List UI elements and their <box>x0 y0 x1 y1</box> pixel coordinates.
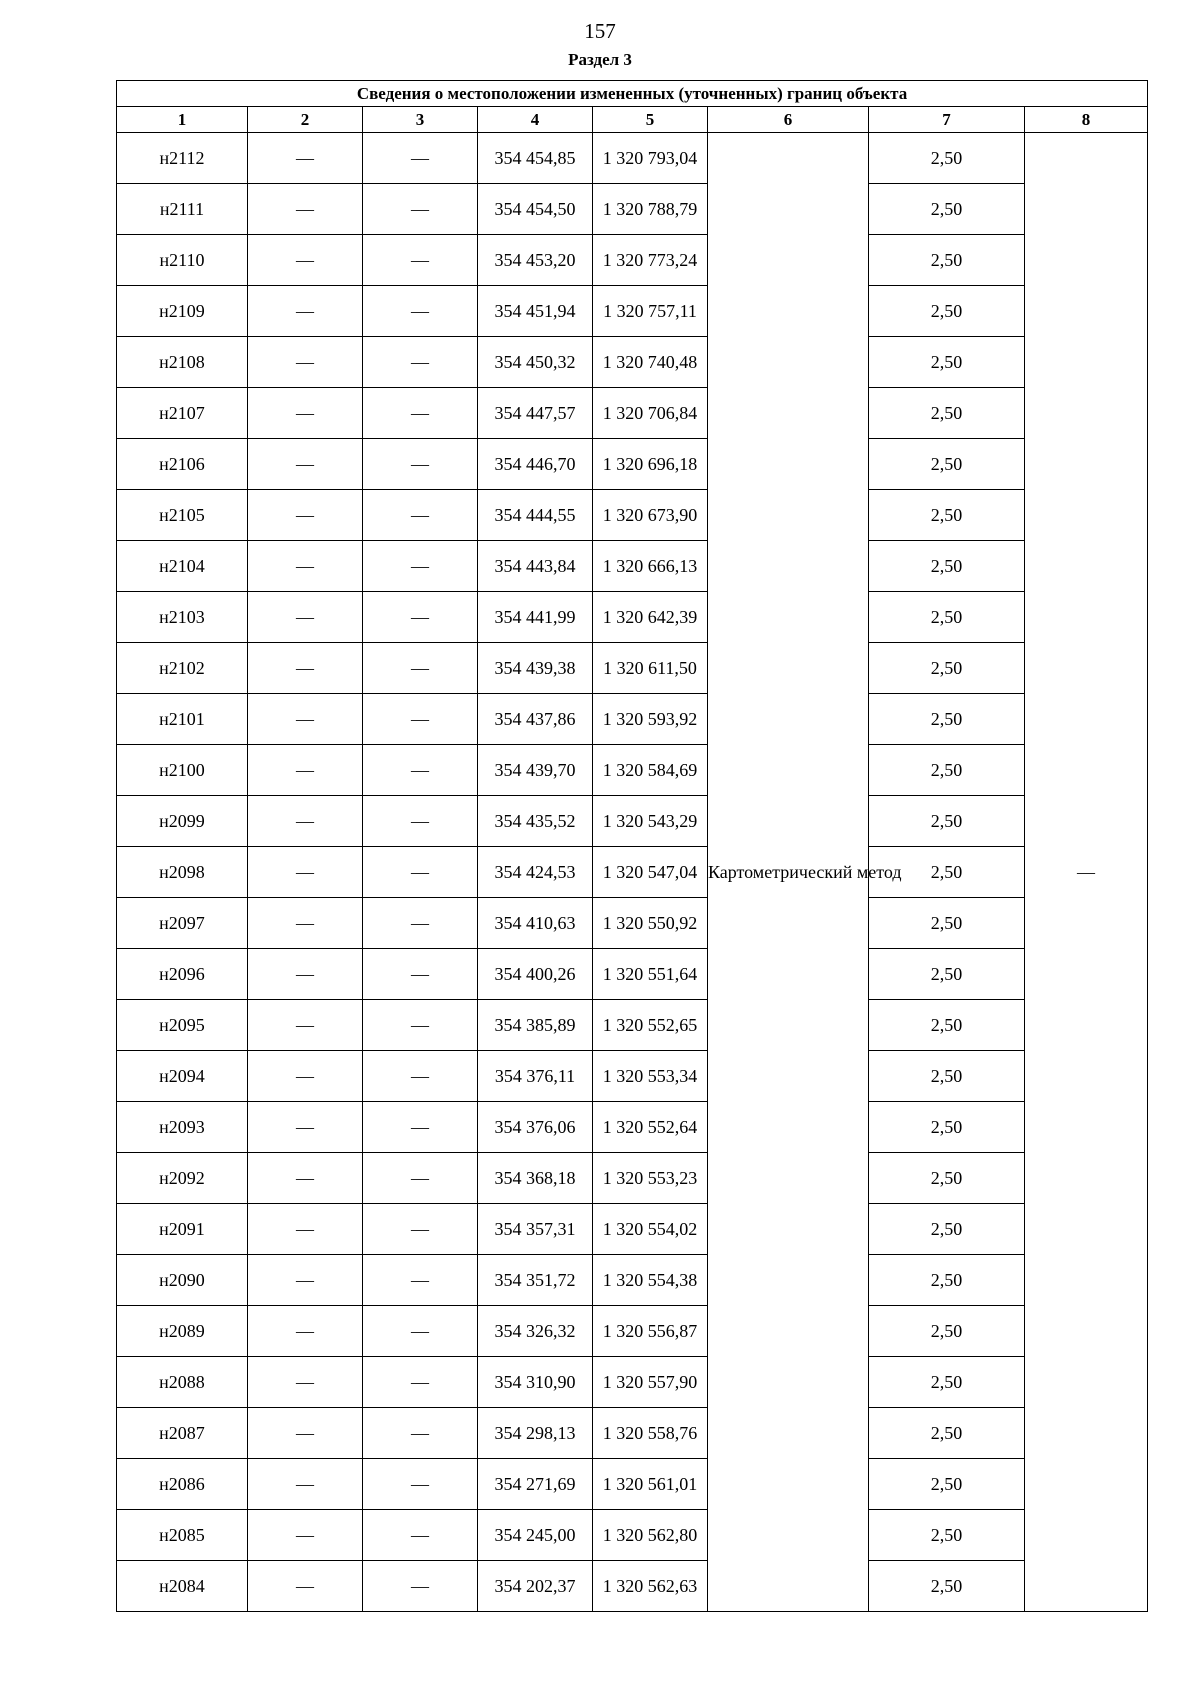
column-3-cell: — <box>363 1204 478 1255</box>
x-coordinate-cell: 354 202,37 <box>478 1561 593 1612</box>
point-number-cell: н2106 <box>117 439 248 490</box>
x-coordinate-cell: 354 453,20 <box>478 235 593 286</box>
table-row <box>117 796 1148 847</box>
point-number-cell: н2096 <box>117 949 248 1000</box>
y-coordinate-cell: 1 320 666,13 <box>593 541 708 592</box>
accuracy-cell: 2,50 <box>869 235 1025 286</box>
accuracy-cell: 2,50 <box>869 133 1025 184</box>
point-number-cell: н2102 <box>117 643 248 694</box>
y-coordinate-cell: 1 320 706,84 <box>593 388 708 439</box>
table-row <box>117 745 1148 796</box>
y-coordinate-cell: 1 320 584,69 <box>593 745 708 796</box>
column-3-cell: — <box>363 643 478 694</box>
page-number: 157 <box>584 19 616 43</box>
table-row <box>117 1459 1148 1510</box>
y-coordinate-cell: 1 320 562,80 <box>593 1510 708 1561</box>
y-coordinate-cell: 1 320 550,92 <box>593 898 708 949</box>
column-2-cell: — <box>248 439 363 490</box>
table-row <box>117 1204 1148 1255</box>
point-number-cell: н2107 <box>117 388 248 439</box>
table-row <box>117 898 1148 949</box>
column-3-cell: — <box>363 1255 478 1306</box>
column-3-cell: — <box>363 1408 478 1459</box>
accuracy-cell: 2,50 <box>869 1408 1025 1459</box>
table-body <box>117 133 1148 1612</box>
y-coordinate-cell: 1 320 553,34 <box>593 1051 708 1102</box>
accuracy-cell: 2,50 <box>869 1459 1025 1510</box>
x-coordinate-cell: 354 357,31 <box>478 1204 593 1255</box>
section-title: Раздел 3 <box>568 50 632 69</box>
y-coordinate-cell: 1 320 740,48 <box>593 337 708 388</box>
accuracy-cell: 2,50 <box>869 898 1025 949</box>
column-number-1: 1 <box>117 107 248 133</box>
accuracy-cell: 2,50 <box>869 694 1025 745</box>
column-2-cell: — <box>248 541 363 592</box>
x-coordinate-cell: 354 310,90 <box>478 1357 593 1408</box>
accuracy-cell: 2,50 <box>869 286 1025 337</box>
column-2-cell: — <box>248 1459 363 1510</box>
x-coordinate-cell: 354 271,69 <box>478 1459 593 1510</box>
column-2-cell: — <box>248 1153 363 1204</box>
table-row <box>117 235 1148 286</box>
column-3-cell: — <box>363 592 478 643</box>
x-coordinate-cell: 354 298,13 <box>478 1408 593 1459</box>
y-coordinate-cell: 1 320 773,24 <box>593 235 708 286</box>
x-coordinate-cell: 354 451,94 <box>478 286 593 337</box>
accuracy-cell: 2,50 <box>869 1510 1025 1561</box>
point-number-cell: н2086 <box>117 1459 248 1510</box>
column-number-5: 5 <box>593 107 708 133</box>
column-number-6: 6 <box>708 107 869 133</box>
x-coordinate-cell: 354 439,38 <box>478 643 593 694</box>
x-coordinate-cell: 354 454,85 <box>478 133 593 184</box>
accuracy-cell: 2,50 <box>869 1357 1025 1408</box>
column-3-cell: — <box>363 1561 478 1612</box>
column-3-cell: — <box>363 388 478 439</box>
table-row <box>117 592 1148 643</box>
column-2-cell: — <box>248 694 363 745</box>
accuracy-cell: 2,50 <box>869 847 1025 898</box>
y-coordinate-cell: 1 320 793,04 <box>593 133 708 184</box>
accuracy-cell: 2,50 <box>869 337 1025 388</box>
column-2-cell: — <box>248 490 363 541</box>
point-number-cell: н2097 <box>117 898 248 949</box>
x-coordinate-cell: 354 435,52 <box>478 796 593 847</box>
point-number-cell: н2088 <box>117 1357 248 1408</box>
accuracy-cell: 2,50 <box>869 1153 1025 1204</box>
column-number-8: 8 <box>1025 107 1148 133</box>
column-2-cell: — <box>248 1357 363 1408</box>
point-number-cell: н2100 <box>117 745 248 796</box>
x-coordinate-cell: 354 447,57 <box>478 388 593 439</box>
y-coordinate-cell: 1 320 556,87 <box>593 1306 708 1357</box>
x-coordinate-cell: 354 351,72 <box>478 1255 593 1306</box>
point-number-cell: н2104 <box>117 541 248 592</box>
y-coordinate-cell: 1 320 553,23 <box>593 1153 708 1204</box>
column-3-cell: — <box>363 439 478 490</box>
point-number-cell: н2098 <box>117 847 248 898</box>
point-number-cell: н2108 <box>117 337 248 388</box>
table-row <box>117 1102 1148 1153</box>
point-number-cell: н2091 <box>117 1204 248 1255</box>
column-3-cell: — <box>363 745 478 796</box>
column-2-cell: — <box>248 898 363 949</box>
y-coordinate-cell: 1 320 543,29 <box>593 796 708 847</box>
column-3-cell: — <box>363 1459 478 1510</box>
x-coordinate-cell: 354 326,32 <box>478 1306 593 1357</box>
column-3-cell: — <box>363 1000 478 1051</box>
column-3-cell: — <box>363 235 478 286</box>
column-3-cell: — <box>363 1357 478 1408</box>
point-number-cell: н2094 <box>117 1051 248 1102</box>
point-number-cell: н2101 <box>117 694 248 745</box>
column-3-cell: — <box>363 694 478 745</box>
column-3-cell: — <box>363 184 478 235</box>
column-2-cell: — <box>248 592 363 643</box>
column-2-cell: — <box>248 1510 363 1561</box>
column-3-cell: — <box>363 1051 478 1102</box>
accuracy-cell: 2,50 <box>869 184 1025 235</box>
x-coordinate-cell: 354 441,99 <box>478 592 593 643</box>
column-2-cell: — <box>248 1561 363 1612</box>
point-number-cell: н2099 <box>117 796 248 847</box>
accuracy-cell: 2,50 <box>869 1102 1025 1153</box>
point-number-cell: н2090 <box>117 1255 248 1306</box>
point-number-cell: н2103 <box>117 592 248 643</box>
table-row <box>117 388 1148 439</box>
table-caption: Сведения о местоположении измененных (уточненных) границ объекта <box>117 81 1148 107</box>
y-coordinate-cell: 1 320 552,65 <box>593 1000 708 1051</box>
column-3-cell: — <box>363 847 478 898</box>
x-coordinate-cell: 354 385,89 <box>478 1000 593 1051</box>
column-2-cell: — <box>248 1204 363 1255</box>
y-coordinate-cell: 1 320 611,50 <box>593 643 708 694</box>
y-coordinate-cell: 1 320 554,38 <box>593 1255 708 1306</box>
y-coordinate-cell: 1 320 757,11 <box>593 286 708 337</box>
accuracy-cell: 2,50 <box>869 541 1025 592</box>
column-number-7: 7 <box>869 107 1025 133</box>
point-number-cell: н2087 <box>117 1408 248 1459</box>
x-coordinate-cell: 354 446,70 <box>478 439 593 490</box>
table-row <box>117 1306 1148 1357</box>
table-row <box>117 1051 1148 1102</box>
column-2-cell: — <box>248 796 363 847</box>
accuracy-cell: 2,50 <box>869 1204 1025 1255</box>
point-number-cell: н2105 <box>117 490 248 541</box>
column-2-cell: — <box>248 133 363 184</box>
column-2-cell: — <box>248 286 363 337</box>
table-row <box>117 1510 1148 1561</box>
column-3-cell: — <box>363 1153 478 1204</box>
column-3-cell: — <box>363 1510 478 1561</box>
column-2-cell: — <box>248 1408 363 1459</box>
table-row <box>117 1153 1148 1204</box>
y-coordinate-cell: 1 320 558,76 <box>593 1408 708 1459</box>
point-number-cell: н2092 <box>117 1153 248 1204</box>
table-row <box>117 643 1148 694</box>
point-number-cell: н2084 <box>117 1561 248 1612</box>
column-3-cell: — <box>363 898 478 949</box>
x-coordinate-cell: 354 424,53 <box>478 847 593 898</box>
point-number-cell: н2111 <box>117 184 248 235</box>
point-number-cell: н2110 <box>117 235 248 286</box>
y-coordinate-cell: 1 320 696,18 <box>593 439 708 490</box>
x-coordinate-cell: 354 376,11 <box>478 1051 593 1102</box>
table-row <box>117 439 1148 490</box>
y-coordinate-cell: 1 320 554,02 <box>593 1204 708 1255</box>
table-row <box>117 490 1148 541</box>
table-row <box>117 184 1148 235</box>
x-coordinate-cell: 354 410,63 <box>478 898 593 949</box>
accuracy-cell: 2,50 <box>869 1051 1025 1102</box>
x-coordinate-cell: 354 443,84 <box>478 541 593 592</box>
x-coordinate-cell: 354 444,55 <box>478 490 593 541</box>
column-3-cell: — <box>363 133 478 184</box>
point-number-cell: н2095 <box>117 1000 248 1051</box>
table-row <box>117 1357 1148 1408</box>
table-row <box>117 1408 1148 1459</box>
y-coordinate-cell: 1 320 642,39 <box>593 592 708 643</box>
method-cell: Картометрический метод <box>708 133 869 1612</box>
column-number-4: 4 <box>478 107 593 133</box>
x-coordinate-cell: 354 437,86 <box>478 694 593 745</box>
y-coordinate-cell: 1 320 552,64 <box>593 1102 708 1153</box>
column-number-row <box>117 107 1148 133</box>
accuracy-cell: 2,50 <box>869 796 1025 847</box>
y-coordinate-cell: 1 320 593,92 <box>593 694 708 745</box>
table-row <box>117 949 1148 1000</box>
table-row <box>117 286 1148 337</box>
y-coordinate-cell: 1 320 561,01 <box>593 1459 708 1510</box>
column-3-cell: — <box>363 1306 478 1357</box>
table-row <box>117 541 1148 592</box>
y-coordinate-cell: 1 320 788,79 <box>593 184 708 235</box>
x-coordinate-cell: 354 376,06 <box>478 1102 593 1153</box>
accuracy-cell: 2,50 <box>869 490 1025 541</box>
column-3-cell: — <box>363 490 478 541</box>
column-2-cell: — <box>248 949 363 1000</box>
column-2-cell: — <box>248 1102 363 1153</box>
accuracy-cell: 2,50 <box>869 1000 1025 1051</box>
column-2-cell: — <box>248 643 363 694</box>
x-coordinate-cell: 354 450,32 <box>478 337 593 388</box>
y-coordinate-cell: 1 320 562,63 <box>593 1561 708 1612</box>
column-3-cell: — <box>363 337 478 388</box>
column-2-cell: — <box>248 745 363 796</box>
column-2-cell: — <box>248 184 363 235</box>
x-coordinate-cell: 354 454,50 <box>478 184 593 235</box>
y-coordinate-cell: 1 320 557,90 <box>593 1357 708 1408</box>
column-number-2: 2 <box>248 107 363 133</box>
table-row <box>117 847 1148 898</box>
accuracy-cell: 2,50 <box>869 745 1025 796</box>
column-3-cell: — <box>363 796 478 847</box>
column-2-cell: — <box>248 1255 363 1306</box>
table-row <box>117 337 1148 388</box>
x-coordinate-cell: 354 245,00 <box>478 1510 593 1561</box>
column-3-cell: — <box>363 286 478 337</box>
column-3-cell: — <box>363 541 478 592</box>
point-number-cell: н2112 <box>117 133 248 184</box>
y-coordinate-cell: 1 320 551,64 <box>593 949 708 1000</box>
table-row <box>117 1255 1148 1306</box>
table-row <box>117 694 1148 745</box>
y-coordinate-cell: 1 320 547,04 <box>593 847 708 898</box>
accuracy-cell: 2,50 <box>869 388 1025 439</box>
accuracy-cell: 2,50 <box>869 643 1025 694</box>
column-2-cell: — <box>248 1306 363 1357</box>
column-2-cell: — <box>248 1051 363 1102</box>
point-number-cell: н2109 <box>117 286 248 337</box>
column-2-cell: — <box>248 388 363 439</box>
boundary-coordinates-table <box>116 80 1148 1612</box>
column-3-cell: — <box>363 1102 478 1153</box>
accuracy-cell: 2,50 <box>869 1561 1025 1612</box>
column-2-cell: — <box>248 847 363 898</box>
column-2-cell: — <box>248 235 363 286</box>
accuracy-cell: 2,50 <box>869 1255 1025 1306</box>
table-row <box>117 1561 1148 1612</box>
y-coordinate-cell: 1 320 673,90 <box>593 490 708 541</box>
accuracy-cell: 2,50 <box>869 1306 1025 1357</box>
point-number-cell: н2085 <box>117 1510 248 1561</box>
x-coordinate-cell: 354 439,70 <box>478 745 593 796</box>
accuracy-cell: 2,50 <box>869 949 1025 1000</box>
x-coordinate-cell: 354 400,26 <box>478 949 593 1000</box>
column-8-cell: — <box>1025 133 1148 1612</box>
table-row <box>117 133 1148 184</box>
accuracy-cell: 2,50 <box>869 592 1025 643</box>
column-3-cell: — <box>363 949 478 1000</box>
column-2-cell: — <box>248 337 363 388</box>
point-number-cell: н2093 <box>117 1102 248 1153</box>
point-number-cell: н2089 <box>117 1306 248 1357</box>
column-number-3: 3 <box>363 107 478 133</box>
column-2-cell: — <box>248 1000 363 1051</box>
accuracy-cell: 2,50 <box>869 439 1025 490</box>
table-row <box>117 1000 1148 1051</box>
x-coordinate-cell: 354 368,18 <box>478 1153 593 1204</box>
